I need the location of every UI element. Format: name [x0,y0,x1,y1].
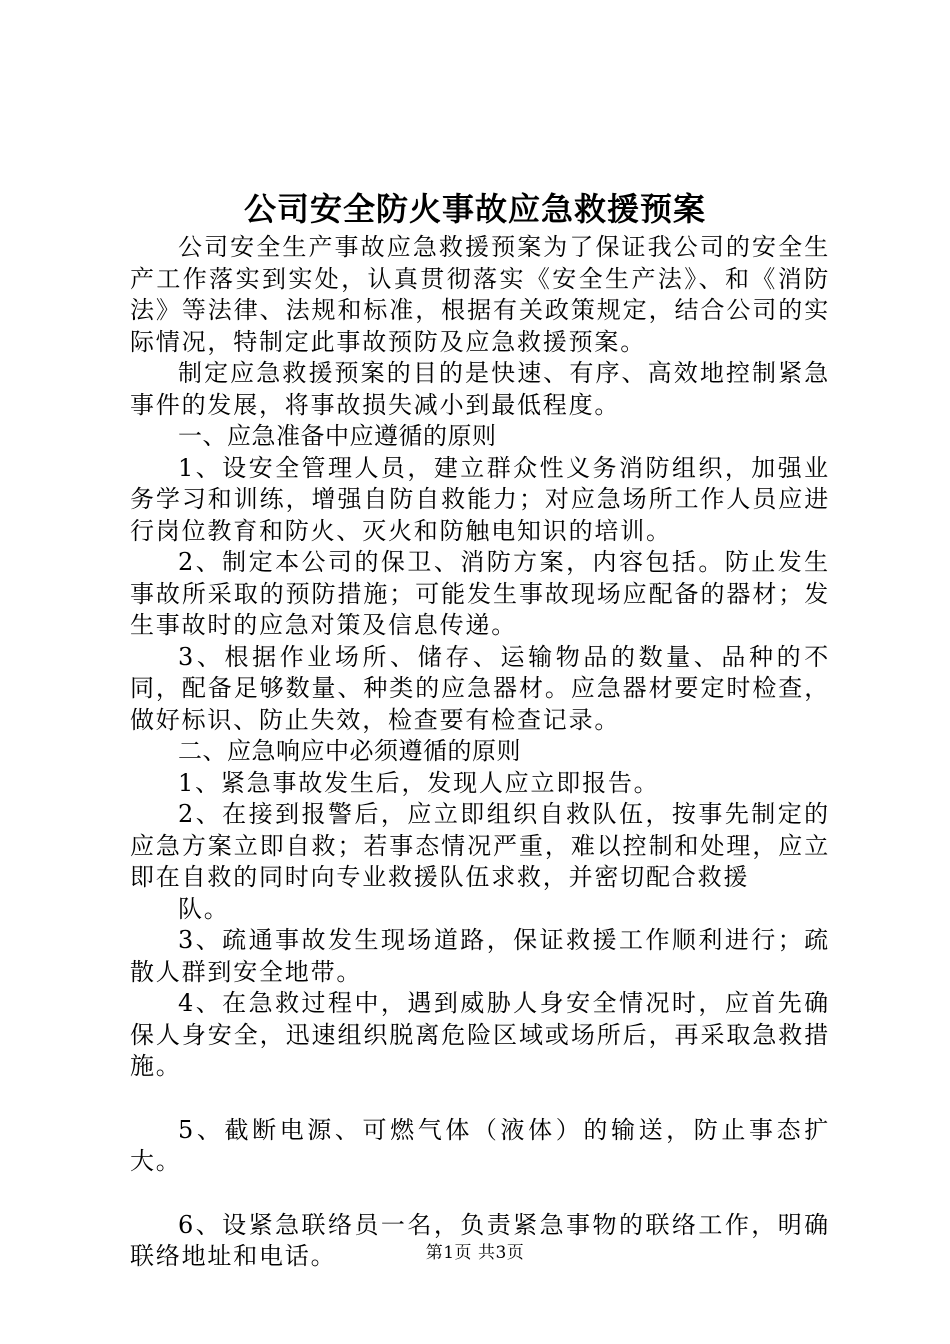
section-heading-preparation: 一、应急准备中应遵循的原则 [178,422,497,450]
response-item-6: 6、设紧急联络员一名，负责紧急事物的联络工作，明确联络地址和电话。 [130,1210,830,1270]
document-body [130,232,830,1273]
response-item-4: 4、在急救过程中，遇到威胁人身安全情况时，应首先确保人身安全，迅速组织脱离危险区域或场所后，再采取急救措施。 [130,989,830,1080]
section-heading-response: 二、应急响应中必须遵循的原则 [178,737,521,765]
page-number-footer: 第1页 共3页 [425,1243,525,1263]
paragraph-intro: 公司安全生产事故应急救援预案为了保证我公司的安全生产工作落实到实处，认真贯彻落实《安全生产法》、和《消防法》等法律、法规和标准，根据有关政策规定，结合公司的实际情况，特制定此事故预防及应急救援预案。 [130,233,830,356]
preparation-item-1: 1、设安全管理人员，建立群众性义务消防组织，加强业务学习和训练，增强自防自救能力；对应急场所工作人员应进行岗位教育和防火、灭火和防触电知识的培训。 [130,453,830,545]
document-title: 公司安全防火事故应急救援预案 [243,190,706,228]
response-item-2-continuation: 队。 [178,894,230,923]
response-item-2: 2、在接到报警后，应立即组织自救队伍，按事先制定的应急方案立即自救；若事态情况严重，难以控制和处理，应立即在自救的同时向专业救援队伍求救，并密切配合救援 [130,800,830,891]
response-item-3: 3、疏通事故发生现场道路，保证救援工作顺利进行；疏散人群到安全地带。 [130,926,830,986]
paragraph-purpose: 制定应急救援预案的目的是快速、有序、高效地控制紧急事件的发展，将事故损失减小到最低程度。 [130,359,830,419]
preparation-item-3: 3、根据作业场所、储存、运输物品的数量、品种的不同，配备足够数量、种类的应急器材。应急器材要定时检查，做好标识、防止失效，检查要有检查记录。 [130,642,830,734]
response-item-5: 5、截断电源、可燃气体（液体）的输送，防止事态扩大。 [130,1115,830,1175]
preparation-item-2: 2、制定本公司的保卫、消防方案，内容包括。防止发生事故所采取的预防措施；可能发生事故现场应配备的器材；发生事故时的应急对策及信息传递。 [130,548,830,639]
response-item-1: 1、紧急事故发生后，发现人应立即报告。 [178,768,660,797]
